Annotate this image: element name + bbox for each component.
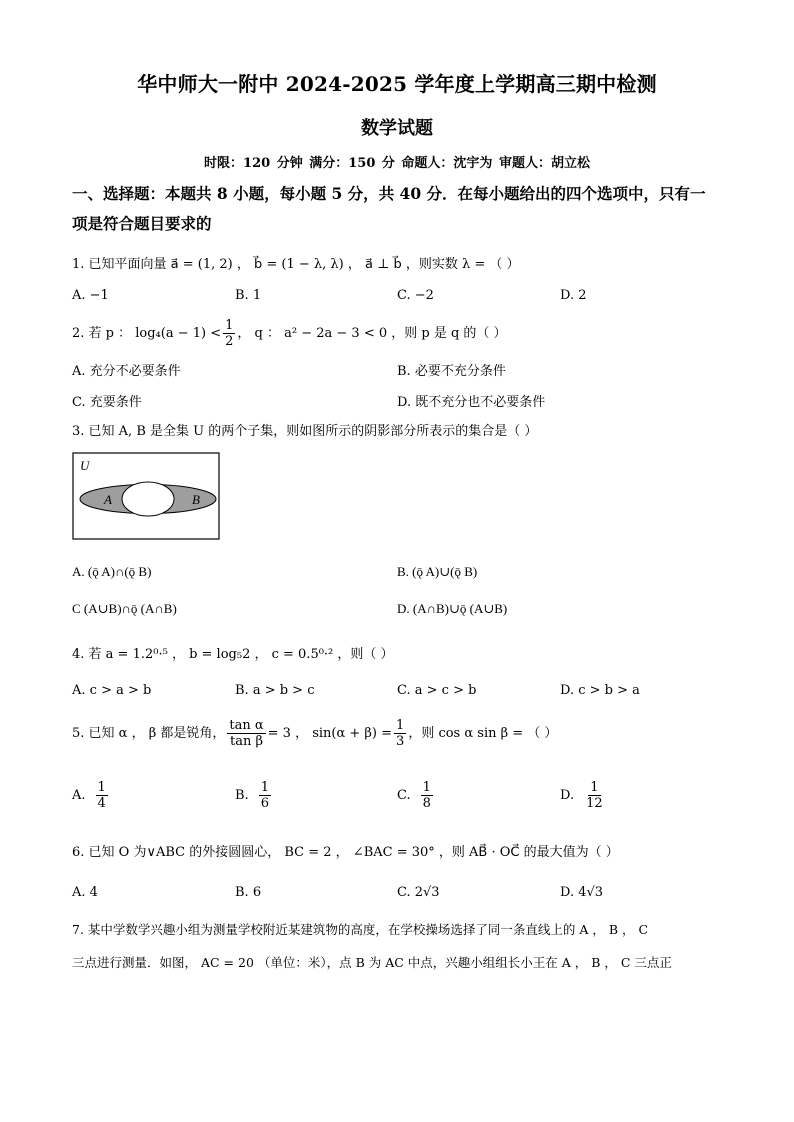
q2-option-c: C. 充要条件: [72, 395, 142, 410]
q5-fraction-tan: [227, 718, 265, 749]
question-7-line1: 7. 某中学数学兴趣小组为测量学校附近某建筑物的高度，在学校操场选择了同一条直线上的 A ， B ， C: [72, 922, 649, 937]
exam-title: 华中师大一附中 2024-2025 学年度上学期高三期中检测: [137, 72, 657, 96]
question-5-text: [72, 718, 557, 749]
q4-option-a: A. c > a > b: [72, 683, 152, 698]
q4-option-d: D. c > b > a: [560, 683, 640, 698]
q1-option-b: B. 1: [235, 288, 262, 303]
q2-option-a: A. 充分不必要条件: [72, 364, 181, 379]
q6-option-c: C. 2√3: [397, 885, 440, 900]
exam-meta: 时限：120 分钟 满分：150 分 命题人：沈宇为 审题人：胡立松: [204, 156, 590, 171]
q5-option-b-den: 6: [260, 796, 269, 811]
q5-option-c: [397, 780, 435, 811]
venn-diagram: [72, 452, 220, 540]
q5-frac2-den: 3: [396, 734, 405, 749]
q3-option-b: B. (ǭ A)∪(ǭ B): [397, 564, 478, 579]
q6-option-a: A. 4: [72, 885, 98, 900]
q2-text-part-b: ， q ： a² − 2a − 3 < 0 ，则 p 是 q 的（ ）: [237, 325, 507, 341]
q1-option-d: D. 2: [560, 288, 587, 303]
q2-fraction: [223, 318, 235, 349]
q2-option-b: B. 必要不充分条件: [397, 364, 506, 379]
q5-fraction-sin: [394, 718, 406, 749]
q3-option-a: A. (ǭ A)∩(ǭ B): [72, 564, 152, 579]
q5-frac2-num: 1: [396, 718, 405, 733]
q5-frac1-num: tan α: [229, 718, 264, 733]
q3-option-c: C (A∪B)∩ǭ (A∩B): [72, 601, 177, 616]
q5-option-d-den: 12: [586, 796, 603, 811]
q3-option-d: D. (A∩B)∪ǭ (A∪B): [397, 601, 508, 616]
section-heading-line2: 项是符合题目要求的: [72, 214, 212, 233]
question-2-text: [72, 318, 507, 349]
q5-option-c-den: 8: [422, 796, 431, 811]
q5-option-b-label: B.: [235, 788, 249, 803]
q5-option-c-frac: [421, 780, 433, 811]
q5-option-a-den: 4: [97, 796, 106, 811]
question-3-text: 3. 已知 A, B 是全集 U 的两个子集，则如图所示的阴影部分所表示的集合是（ ）: [72, 424, 538, 439]
q2-frac-num: 1: [225, 318, 234, 333]
q6-option-b: B. 6: [235, 885, 262, 900]
q5-option-c-num: 1: [422, 780, 431, 795]
q5-option-d-frac: [584, 780, 605, 811]
venn-label-b: B: [192, 492, 200, 507]
q1-option-c: C. −2: [397, 288, 434, 303]
exam-subtitle: 数学试题: [361, 118, 433, 139]
q5-option-b: [235, 780, 273, 811]
q5-option-a-label: A.: [72, 788, 86, 803]
q4-option-b: B. a > b > c: [235, 683, 315, 698]
venn-label-a: A: [104, 492, 112, 507]
q1-option-a: A. −1: [72, 288, 109, 303]
q5-frac1-den: tan β: [230, 734, 263, 749]
q6-option-d: D. 4√3: [560, 885, 604, 900]
q5-text-part-b: = 3 ， sin(α + β) =: [267, 725, 393, 741]
question-6-text: 6. 已知 O 为∨ABC 的外接圆圆心， BC = 2 ， ∠BAC = 30° ，则 AB⃗ · OC⃗ 的最大值为（ ）: [72, 845, 619, 860]
venn-label-u: U: [80, 458, 90, 473]
q2-text-part-a: 2. 若 p ： log₄(a − 1) <: [72, 325, 222, 341]
q5-option-a-num: 1: [97, 780, 106, 795]
q5-option-d-num: 1: [590, 780, 599, 795]
q5-option-c-label: C.: [397, 788, 411, 803]
question-7-line2: 三点进行测量．如图， AC = 20 （单位：米），点 B 为 AC 中点，兴趣小组组长小王在 A ， B ， C 三点正: [72, 955, 672, 970]
q5-option-d-label: D.: [560, 788, 575, 803]
q4-option-c: C. a > c > b: [397, 683, 477, 698]
question-4-text: 4. 若 a = 1.2⁰·⁵ ， b = log₅2 ， c = 0.5⁰·² ，则（ ）: [72, 647, 394, 662]
venn-intersection-region: [122, 482, 174, 516]
q5-option-a-frac: [96, 780, 108, 811]
question-1-text: 1. 已知平面向量 a⃗ = (1, 2) ， b⃗ = (1 − λ, λ) ， a⃗ ⊥ b⃗ ，则实数 λ = （ ）: [72, 257, 520, 272]
q5-option-a: [72, 780, 110, 811]
q5-text-part-c: ，则 cos α sin β = （ ）: [408, 725, 558, 741]
q5-option-b-frac: [259, 780, 271, 811]
section-heading-line1: 一、选择题：本题共 8 小题，每小题 5 分，共 40 分．在每小题给出的四个选项中，只有一: [72, 184, 706, 203]
q5-text-part-a: 5. 已知 α ， β 都是锐角，: [72, 725, 226, 741]
q2-frac-den: 2: [225, 334, 234, 349]
q2-option-d: D. 既不充分也不必要条件: [397, 395, 546, 410]
q5-option-b-num: 1: [260, 780, 269, 795]
q5-option-d: [560, 780, 607, 811]
